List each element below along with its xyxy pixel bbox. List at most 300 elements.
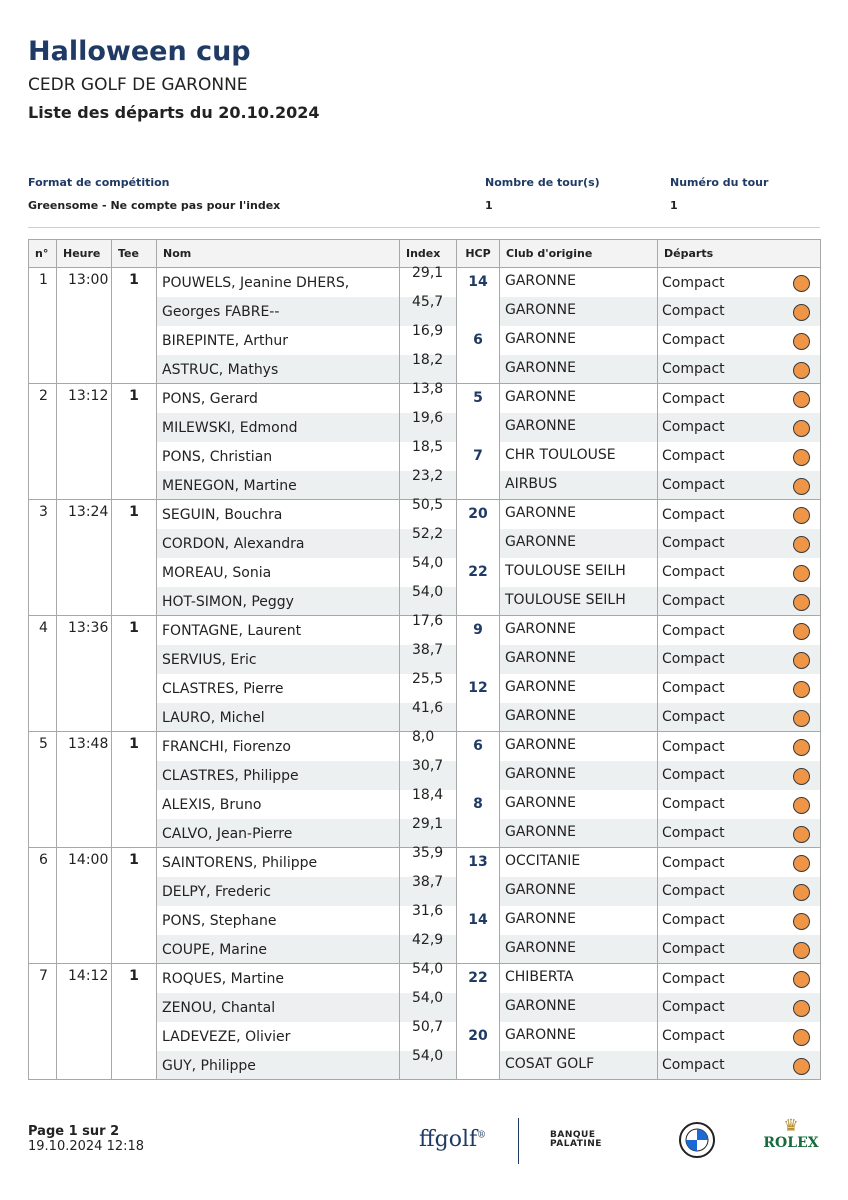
- group-number-cell: [29, 500, 57, 616]
- departure-cell: [658, 877, 821, 906]
- player-name: PONS, Christian: [162, 448, 273, 465]
- tee-cell: [112, 964, 157, 1080]
- player-index-cell: [400, 815, 457, 848]
- player-club: CHIBERTA: [505, 969, 574, 985]
- departure-wrap: [658, 1051, 820, 1075]
- player-club: GARONNE: [505, 330, 576, 347]
- ffgolf-logo: [419, 1127, 486, 1152]
- player-name: LAURO, Michel: [162, 709, 265, 726]
- player-club: GARONNE: [505, 939, 576, 956]
- departure-wrap: [658, 819, 820, 843]
- departure-wrap: [658, 877, 820, 901]
- list-title: Liste des départs du 20.10.2024: [28, 103, 320, 122]
- player-club: CHR TOULOUSE: [505, 446, 616, 463]
- player-club: TOULOUSE SEILH: [505, 591, 626, 608]
- bmw-logo-icon: [679, 1122, 715, 1158]
- departure-tee: Compact: [662, 477, 725, 493]
- team-hcp-cell: [457, 964, 500, 1022]
- player-name-cell: [157, 558, 400, 587]
- player-name-cell: [157, 993, 400, 1022]
- rounds-label: Nombre de tour(s): [485, 176, 600, 189]
- departure-tee: Compact: [662, 448, 725, 464]
- player-index: 18,4: [412, 786, 444, 803]
- team-hcp-cell: [457, 790, 500, 848]
- player-name: MILEWSKI, Edmond: [162, 419, 298, 436]
- player-name: SAINTORENS, Philippe: [162, 855, 318, 871]
- banque-logo-line1: BANQUE: [550, 1130, 596, 1140]
- departure-tee: Compact: [662, 1028, 725, 1044]
- departure-cell: [658, 442, 821, 471]
- player-club: GARONNE: [505, 910, 576, 927]
- player-club: GARONNE: [505, 649, 576, 666]
- departure-cell: [658, 993, 821, 1022]
- departure-cell: [658, 703, 821, 732]
- team-hcp-cell: [457, 732, 500, 790]
- club-cell: [500, 326, 658, 355]
- team-hcp: 14: [468, 911, 488, 928]
- col-header-index: Index: [400, 240, 457, 268]
- tee-time-cell: [57, 268, 112, 384]
- player-index: 18,2: [412, 351, 444, 368]
- club-cell: [500, 268, 658, 297]
- team-hcp: 20: [468, 1027, 488, 1044]
- tee-color-dot-icon: [793, 1029, 810, 1046]
- departure-wrap: [658, 964, 820, 988]
- departure-cell: [658, 471, 821, 500]
- tee-time: 13:00: [68, 272, 109, 288]
- player-name: SERVIUS, Eric: [162, 651, 257, 668]
- player-name-cell: [157, 442, 400, 471]
- tee-color-dot-icon: [793, 333, 810, 350]
- group-number-cell: [29, 848, 57, 964]
- player-index-cell: [400, 931, 457, 964]
- tee-time: 13:48: [68, 736, 109, 752]
- club-cell: [500, 674, 658, 703]
- player-index-cell: [400, 583, 457, 616]
- team-hcp-cell: [457, 384, 500, 442]
- banque-logo-line2: PALATINE: [550, 1139, 602, 1149]
- departure-wrap: [658, 935, 820, 959]
- ffgolf-logo-text: ffgolf: [419, 1127, 478, 1152]
- departure-tee: Compact: [662, 506, 725, 523]
- club-cell: [500, 761, 658, 790]
- col-header-hcp: HCP: [457, 240, 500, 268]
- tee-cell: [112, 268, 157, 384]
- tee-color-dot-icon: [793, 739, 810, 756]
- departure-tee: Compact: [662, 419, 725, 435]
- departure-tee: Compact: [662, 622, 725, 639]
- departure-wrap: [658, 1022, 820, 1046]
- table-row: [29, 732, 821, 761]
- departure-cell: [658, 384, 821, 413]
- group-number-cell: [29, 268, 57, 384]
- player-name: LADEVEZE, Olivier: [162, 1028, 291, 1045]
- player-index: 54,0: [412, 1047, 444, 1064]
- club-cell: [500, 500, 658, 529]
- departure-cell: [658, 529, 821, 558]
- player-index: 16,9: [412, 322, 444, 339]
- player-index: 50,5: [412, 497, 444, 513]
- departure-wrap: [658, 645, 820, 669]
- team-hcp: 13: [468, 854, 488, 870]
- player-index: 29,1: [412, 265, 444, 281]
- player-name: CLASTRES, Philippe: [162, 767, 299, 784]
- tee-color-dot-icon: [793, 565, 810, 582]
- player-club: GARONNE: [505, 505, 576, 521]
- team-hcp: 6: [473, 331, 483, 348]
- club-cell: [500, 645, 658, 674]
- player-club: GARONNE: [505, 1026, 576, 1043]
- player-index-cell: [400, 525, 457, 558]
- tee-time-cell: [57, 500, 112, 616]
- player-index-cell: [400, 613, 457, 645]
- player-name: Georges FABRE--: [162, 303, 280, 320]
- club-cell: [500, 732, 658, 761]
- player-index: 23,2: [412, 467, 444, 484]
- player-index: 54,0: [412, 583, 444, 600]
- player-index-cell: [400, 989, 457, 1022]
- tee-color-dot-icon: [793, 507, 810, 524]
- club-cell: [500, 790, 658, 819]
- departure-wrap: [658, 268, 820, 292]
- tee-color-dot-icon: [793, 275, 810, 292]
- departure-tee: Compact: [662, 332, 725, 348]
- player-index: 50,7: [412, 1018, 444, 1035]
- print-datetime: 19.10.2024 12:18: [28, 1139, 145, 1154]
- rolex-logo: [761, 1117, 821, 1151]
- departure-wrap: [658, 413, 820, 437]
- player-index-cell: [400, 265, 457, 297]
- team-hcp: 22: [468, 563, 488, 580]
- format-value: Greensome - Ne compte pas pour l'index: [28, 199, 281, 212]
- player-name-cell: [157, 616, 400, 645]
- player-index-cell: [400, 381, 457, 413]
- departure-cell: [658, 1022, 821, 1051]
- tee-color-dot-icon: [793, 797, 810, 814]
- departure-tee: Compact: [662, 912, 725, 928]
- player-name: CORDON, Alexandra: [162, 535, 305, 552]
- player-index-cell: [400, 845, 457, 877]
- group-number: 1: [39, 272, 48, 288]
- departure-cell: [658, 500, 821, 529]
- crown-icon: ♛: [783, 1116, 799, 1136]
- col-header-name: Nom: [157, 240, 400, 268]
- departure-cell: [658, 268, 821, 297]
- player-index-cell: [400, 757, 457, 790]
- player-club: COSAT GOLF: [505, 1055, 595, 1072]
- departure-wrap: [658, 442, 820, 466]
- player-index-cell: [400, 1047, 457, 1080]
- departure-tee: Compact: [662, 970, 725, 987]
- departure-cell: [658, 935, 821, 964]
- rounds-value: 1: [485, 199, 493, 212]
- group-number: 3: [39, 504, 48, 520]
- player-club: GARONNE: [505, 881, 576, 898]
- player-club: GARONNE: [505, 823, 576, 840]
- player-club: GARONNE: [505, 707, 576, 724]
- player-index-cell: [400, 699, 457, 732]
- club-cell: [500, 297, 658, 326]
- player-club: GARONNE: [505, 794, 576, 811]
- tee-number: 1: [129, 504, 139, 520]
- tee-color-dot-icon: [793, 768, 810, 785]
- departure-cell: [658, 790, 821, 819]
- departure-tee: Compact: [662, 1057, 725, 1073]
- tee-cell: [112, 848, 157, 964]
- team-hcp-cell: [457, 616, 500, 674]
- player-index-cell: [400, 497, 457, 529]
- departure-wrap: [658, 558, 820, 582]
- departure-wrap: [658, 297, 820, 321]
- tee-color-dot-icon: [793, 942, 810, 959]
- page-number: Page 1 sur 2: [28, 1124, 120, 1139]
- departure-wrap: [658, 326, 820, 350]
- player-name-cell: [157, 964, 400, 993]
- rolex-logo-text: ROLEX: [763, 1135, 819, 1151]
- player-name-cell: [157, 761, 400, 790]
- tee-color-dot-icon: [793, 536, 810, 553]
- table-row: [29, 384, 821, 413]
- player-name-cell: [157, 819, 400, 848]
- player-name-cell: [157, 326, 400, 355]
- group-number: 2: [39, 388, 48, 404]
- golf-club-name: CEDR GOLF DE GARONNE: [28, 75, 248, 95]
- tee-time-cell: [57, 848, 112, 964]
- table-row: [29, 616, 821, 645]
- player-index: 19,6: [412, 409, 444, 426]
- player-club: GARONNE: [505, 417, 576, 434]
- departure-cell: [658, 1051, 821, 1080]
- player-name: CALVO, Jean-Pierre: [162, 825, 293, 842]
- tee-number: 1: [129, 388, 139, 404]
- player-club: GARONNE: [505, 389, 576, 405]
- tee-color-dot-icon: [793, 652, 810, 669]
- tee-number: 1: [129, 852, 139, 868]
- player-index: 54,0: [412, 989, 444, 1006]
- table-header-row: [29, 240, 821, 268]
- player-club: AIRBUS: [505, 475, 558, 492]
- player-index: 41,6: [412, 699, 444, 716]
- player-index-cell: [400, 1018, 457, 1051]
- player-index-cell: [400, 641, 457, 674]
- team-hcp: 12: [468, 679, 488, 696]
- club-cell: [500, 413, 658, 442]
- player-name: HOT-SIMON, Peggy: [162, 593, 294, 610]
- departure-tee: Compact: [662, 390, 725, 407]
- player-name-cell: [157, 529, 400, 558]
- departure-wrap: [658, 500, 820, 524]
- player-name-cell: [157, 703, 400, 732]
- team-hcp: 20: [468, 506, 488, 522]
- player-name: FONTAGNE, Laurent: [162, 623, 302, 639]
- team-hcp: 5: [473, 390, 483, 406]
- tee-number: 1: [129, 620, 139, 636]
- tee-number: 1: [129, 968, 139, 984]
- player-club: GARONNE: [505, 765, 576, 782]
- club-cell: [500, 384, 658, 413]
- table-row: [29, 268, 821, 297]
- player-name: COUPE, Marine: [162, 941, 268, 958]
- tee-color-dot-icon: [793, 1058, 810, 1075]
- tee-color-dot-icon: [793, 420, 810, 437]
- club-cell: [500, 848, 658, 877]
- club-cell: [500, 616, 658, 645]
- player-name-cell: [157, 471, 400, 500]
- departure-wrap: [658, 616, 820, 640]
- player-name-cell: [157, 645, 400, 674]
- meta-divider: [28, 227, 820, 228]
- player-index: 35,9: [412, 845, 444, 861]
- departure-cell: [658, 674, 821, 703]
- tee-color-dot-icon: [793, 1000, 810, 1017]
- player-index-cell: [400, 409, 457, 442]
- player-name: MOREAU, Sonia: [162, 564, 272, 581]
- player-name: ALEXIS, Bruno: [162, 796, 262, 813]
- tee-time: 14:12: [68, 968, 109, 984]
- club-cell: [500, 529, 658, 558]
- player-name-cell: [157, 732, 400, 761]
- team-hcp-cell: [457, 848, 500, 906]
- departure-wrap: [658, 790, 820, 814]
- departure-cell: [658, 413, 821, 442]
- departure-tee: Compact: [662, 999, 725, 1015]
- player-index: 42,9: [412, 931, 444, 948]
- player-name: ASTRUC, Mathys: [162, 361, 279, 378]
- player-index: 31,6: [412, 902, 444, 919]
- tee-time: 14:00: [68, 852, 109, 868]
- player-index: 38,7: [412, 641, 444, 658]
- departure-cell: [658, 761, 821, 790]
- departure-tee: Compact: [662, 941, 725, 957]
- departure-wrap: [658, 384, 820, 408]
- player-name: SEGUIN, Bouchra: [162, 507, 283, 523]
- player-club: GARONNE: [505, 678, 576, 695]
- player-name: CLASTRES, Pierre: [162, 680, 284, 697]
- player-name-cell: [157, 268, 400, 297]
- departure-wrap: [658, 732, 820, 756]
- club-cell: [500, 935, 658, 964]
- table-row: [29, 848, 821, 877]
- team-hcp: 9: [473, 622, 483, 638]
- player-name: FRANCHI, Fiorenzo: [162, 739, 291, 755]
- player-name-cell: [157, 790, 400, 819]
- round-number-label: Numéro du tour: [670, 176, 769, 189]
- start-list-table: [28, 239, 821, 1080]
- player-index-cell: [400, 467, 457, 500]
- team-hcp-cell: [457, 326, 500, 384]
- tee-time-cell: [57, 616, 112, 732]
- player-name-cell: [157, 877, 400, 906]
- departure-tee: Compact: [662, 303, 725, 319]
- tee-color-dot-icon: [793, 971, 810, 988]
- team-hcp-cell: [457, 442, 500, 500]
- group-number-cell: [29, 732, 57, 848]
- team-hcp: 7: [473, 447, 483, 464]
- tee-cell: [112, 732, 157, 848]
- team-hcp: 6: [473, 738, 483, 754]
- player-index-cell: [400, 902, 457, 935]
- player-club: GARONNE: [505, 737, 576, 753]
- departure-wrap: [658, 529, 820, 553]
- player-index: 38,7: [412, 873, 444, 890]
- player-name: MENEGON, Martine: [162, 477, 297, 494]
- player-club: GARONNE: [505, 997, 576, 1014]
- player-index: 18,5: [412, 438, 444, 455]
- tee-time-cell: [57, 732, 112, 848]
- departure-tee: Compact: [662, 274, 725, 291]
- player-index: 54,0: [412, 554, 444, 571]
- tee-color-dot-icon: [793, 681, 810, 698]
- departure-wrap: [658, 993, 820, 1017]
- player-name-cell: [157, 355, 400, 384]
- club-cell: [500, 442, 658, 471]
- player-club: OCCITANIE: [505, 853, 581, 869]
- group-number-cell: [29, 616, 57, 732]
- departure-wrap: [658, 703, 820, 727]
- player-index-cell: [400, 322, 457, 355]
- player-name: DELPY, Frederic: [162, 883, 271, 900]
- player-name-cell: [157, 587, 400, 616]
- player-index: 45,7: [412, 293, 444, 310]
- player-name-cell: [157, 384, 400, 413]
- departure-tee: Compact: [662, 564, 725, 580]
- departure-tee: Compact: [662, 825, 725, 841]
- tee-color-dot-icon: [793, 478, 810, 495]
- club-cell: [500, 993, 658, 1022]
- player-name: BIREPINTE, Arthur: [162, 332, 288, 349]
- tee-color-dot-icon: [793, 623, 810, 640]
- departure-cell: [658, 819, 821, 848]
- player-name: GUY, Philippe: [162, 1057, 256, 1074]
- club-cell: [500, 877, 658, 906]
- tee-time-cell: [57, 384, 112, 500]
- tee-color-dot-icon: [793, 362, 810, 379]
- group-number: 4: [39, 620, 48, 636]
- player-index: 30,7: [412, 757, 444, 774]
- player-name-cell: [157, 674, 400, 703]
- player-index: 25,5: [412, 670, 444, 687]
- departure-cell: [658, 355, 821, 384]
- player-name-cell: [157, 1051, 400, 1080]
- tee-color-dot-icon: [793, 826, 810, 843]
- club-cell: [500, 355, 658, 384]
- col-header-tee: Tee: [112, 240, 157, 268]
- departure-wrap: [658, 848, 820, 872]
- player-name: POUWELS, Jeanine DHERS,: [162, 275, 350, 291]
- departure-cell: [658, 906, 821, 935]
- tee-color-dot-icon: [793, 855, 810, 872]
- team-hcp-cell: [457, 906, 500, 964]
- start-list-body: [29, 265, 821, 1080]
- table-row: [29, 500, 821, 529]
- team-hcp-cell: [457, 1022, 500, 1080]
- player-index: 52,2: [412, 525, 444, 542]
- player-index-cell: [400, 961, 457, 993]
- club-cell: [500, 1022, 658, 1051]
- tee-number: 1: [129, 736, 139, 752]
- departure-cell: [658, 964, 821, 993]
- round-number-value: 1: [670, 199, 678, 212]
- departure-tee: Compact: [662, 361, 725, 377]
- page-title: Halloween cup: [28, 36, 251, 67]
- departure-wrap: [658, 761, 820, 785]
- tee-color-dot-icon: [793, 913, 810, 930]
- departure-tee: Compact: [662, 709, 725, 725]
- format-label: Format de compétition: [28, 176, 170, 189]
- tee-time: 13:12: [68, 388, 109, 404]
- group-number: 7: [39, 968, 48, 984]
- player-club: TOULOUSE SEILH: [505, 562, 626, 579]
